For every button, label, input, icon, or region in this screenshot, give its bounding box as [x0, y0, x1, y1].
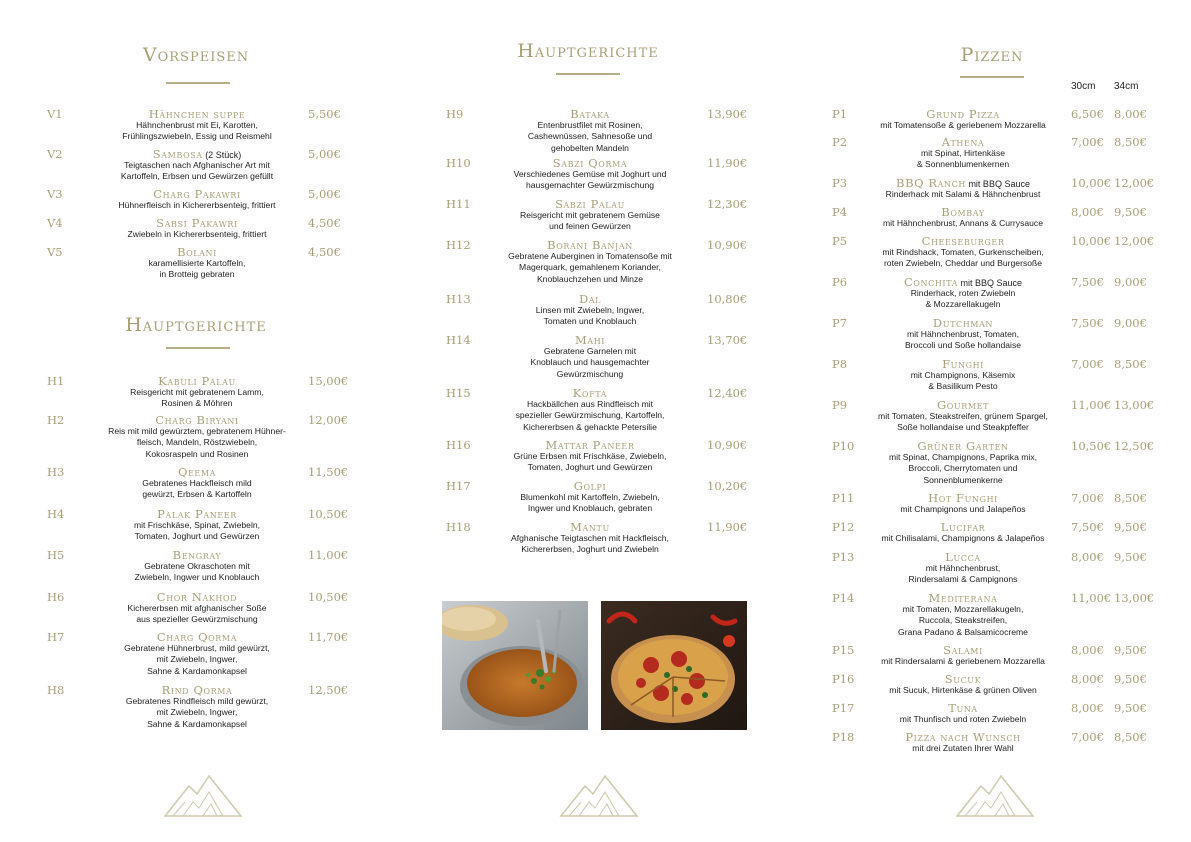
menu-item-name	[476, 479, 704, 493]
menu-item-code: H1	[47, 374, 65, 388]
menu-item-price-30cm: 8,00€	[1071, 672, 1104, 686]
menu-item-description: Teigtaschen nach Afghanischer Art mit Kartoffeln, Erbsen und Gewürzen gefüllt	[120, 160, 274, 182]
menu-item-name	[87, 413, 307, 427]
menu-item-description: mit Thunfisch und roten Zwiebeln	[899, 714, 1027, 724]
menu-item-code: V4	[47, 216, 63, 230]
menu-item-code: P8	[832, 357, 848, 371]
menu-item-description: Grüne Erbsen mit Frischkäse, Zwiebeln, Tomaten, Joghurt und Gewürzen	[513, 451, 667, 473]
menu-item-name	[87, 548, 307, 562]
menu-item-title: Qeema	[177, 465, 217, 479]
menu-item-price-34cm: 8,50€	[1114, 491, 1147, 505]
menu-item-price-30cm: 10,00€	[1071, 176, 1112, 190]
menu-item-title: Dal	[578, 292, 602, 306]
menu-item-title: Kabuli Palau	[158, 374, 236, 388]
menu-item-title: Bolani	[177, 245, 217, 259]
menu-item-code: H17	[446, 479, 471, 493]
menu-item-price-34cm: 12,00€	[1114, 176, 1155, 190]
menu-item-code: H7	[47, 630, 65, 644]
menu-item-price-34cm: 9,50€	[1114, 643, 1147, 657]
menu-item-description: Kichererbsen mit afghanischer Soße aus spezieller Gewürzmischung	[127, 603, 267, 625]
menu-item-name	[87, 147, 307, 161]
menu-item-name	[87, 465, 307, 479]
menu-item-title: Tuna	[948, 701, 978, 715]
menu-item-description: mit Spinat, Champignons, Paprika mix, Broccoli, Cherrytomaten und Sonnenblumenkerne	[888, 452, 1038, 485]
menu-item-price: 4,50€	[308, 216, 341, 230]
menu-item-title: Pizza nach Wunsch	[905, 730, 1021, 744]
menu-item-price-34cm: 13,00€	[1114, 591, 1155, 605]
menu-item-price: 12,40€	[707, 386, 748, 400]
menu-item-description: mit drei Zutaten Ihrer Wahl	[912, 743, 1014, 753]
menu-item-code: P12	[832, 520, 855, 534]
menu-item-name	[476, 238, 704, 252]
menu-item-note: mit BBQ Sauce	[965, 179, 1030, 189]
menu-item-code: H11	[446, 197, 471, 211]
menu-item-name	[860, 491, 1066, 505]
menu-item-description: mit Rindersalami & geriebenem Mozzarella	[881, 656, 1045, 666]
pizza-photo	[601, 601, 747, 730]
menu-item-code: P6	[832, 275, 848, 289]
menu-item-code: P5	[832, 234, 848, 248]
menu-item-name	[860, 275, 1066, 289]
menu-item-code: H14	[446, 333, 471, 347]
menu-item-price-34cm: 9,00€	[1114, 316, 1147, 330]
menu-item-title: Charg Biryani	[155, 413, 239, 427]
menu-item-price-30cm: 8,00€	[1071, 205, 1104, 219]
menu-item-price: 10,90€	[707, 238, 748, 252]
menu-item-code: P13	[832, 550, 855, 564]
menu-item-code: P9	[832, 398, 848, 412]
menu-item-title: Gourmet	[936, 398, 990, 412]
menu-item-description: Reis mit mild gewürztem, gebratenem Hühner- fleisch, Mandeln, Röstzwiebeln, Kokosraspeln und Rosinen	[108, 426, 286, 459]
left-mains-heading: Hauptgerichte	[125, 314, 267, 336]
menu-item-description: mit Champignons, Käsemix & Basilikum Pesto	[910, 370, 1016, 392]
mountain-logo-icon	[163, 772, 243, 818]
menu-item-title: Salami	[943, 643, 983, 657]
menu-item-code: P15	[832, 643, 855, 657]
curry-dish-photo	[442, 601, 588, 730]
menu-item-price-30cm: 8,00€	[1071, 701, 1104, 715]
menu-item-price: 13,70€	[707, 333, 748, 347]
menu-item-price-30cm: 7,00€	[1071, 357, 1104, 371]
menu-item-description: Gebratene Garnelen mit Knoblauch und hausgemachter Gewürzmischung	[530, 346, 650, 379]
menu-item-price: 5,50€	[308, 107, 341, 121]
menu-item-title: Sucuk	[944, 672, 982, 686]
middle-mains-heading: Hauptgerichte	[517, 40, 659, 62]
menu-item-price-34cm: 12,50€	[1114, 439, 1155, 453]
menu-item-title: Grund Pizza	[926, 107, 1000, 121]
menu-item-description: mit Hähnchenbrust, Tomaten, Broccoli und Soße hollandaise	[904, 329, 1022, 351]
menu-item-description: mit Tomaten, Steakstreifen, grünem Spargel, Soße hollandaise und Steakpfeffer	[878, 411, 1048, 433]
menu-item-name	[860, 730, 1066, 744]
menu-item-price-30cm: 7,00€	[1071, 491, 1104, 505]
menu-item-title: Borani Banjan	[547, 238, 633, 252]
menu-item-title: Funghi	[942, 357, 984, 371]
menu-item-code: V2	[47, 147, 63, 161]
menu-item-code: H5	[47, 548, 65, 562]
menu-item-name	[476, 438, 704, 452]
menu-item-title: Charg Qorma	[156, 630, 238, 644]
menu-item-title: Conchita	[903, 275, 959, 289]
menu-item-code: H16	[446, 438, 471, 452]
menu-item-title: Athena	[941, 135, 985, 149]
menu-item-title: Sabzi Palau	[555, 197, 625, 211]
menu-item-name	[860, 643, 1066, 657]
menu-item-title: Dutchman	[932, 316, 994, 330]
menu-item-price: 11,70€	[308, 630, 349, 644]
menu-item-price-34cm: 9,50€	[1114, 205, 1147, 219]
menu-item-description: Hähnchenbrust mit Ei, Karotten, Frühlingszwiebeln, Essig und Reismehl	[122, 120, 272, 142]
pizza-heading: Pizzen	[960, 44, 1024, 66]
menu-item-code: P18	[832, 730, 855, 744]
menu-item-description: Hühnerfleisch in Kichererbsenteig, frittiert	[118, 200, 276, 210]
menu-item-price: 10,50€	[308, 507, 349, 521]
menu-item-name	[476, 520, 704, 534]
menu-item-description: Verschiedenes Gemüse mit Joghurt und hausgemachter Gewürzmischung	[513, 169, 667, 191]
menu-item-code: H9	[446, 107, 464, 121]
menu-item-price-34cm: 13,00€	[1114, 398, 1155, 412]
menu-item-code: P1	[832, 107, 848, 121]
menu-item-price: 11,50€	[308, 465, 349, 479]
menu-item-code: P4	[832, 205, 848, 219]
menu-item-name	[860, 550, 1066, 564]
menu-item-name	[476, 292, 704, 306]
menu-item-description: mit Hähnchenbrust, Annans & Currysauce	[882, 218, 1044, 228]
menu-item-description: mit Frischkäse, Spinat, Zwiebeln, Tomaten, Joghurt und Gewürzen	[133, 520, 261, 542]
menu-item-name	[860, 316, 1066, 330]
menu-item-title: Sabsi Pakawri	[156, 216, 238, 230]
menu-item-price-34cm: 9,50€	[1114, 701, 1147, 715]
menu-item-name	[87, 187, 307, 201]
menu-item-title: BBQ Ranch	[896, 176, 966, 190]
menu-item-code: P11	[832, 491, 855, 505]
menu-item-description: mit Sucuk, Hirtenkäse & grünen Oliven	[889, 685, 1037, 695]
menu-item-description: mit Spinat, Hirtenkäse & Sonnenblumenkernen	[916, 148, 1010, 170]
menu-item-description: Entenbrustfilet mit Rosinen, Cashewnüssen, Sahnesoße und gehobelten Mandeln	[527, 120, 653, 153]
menu-item-title: Hot Funghi	[928, 491, 998, 505]
menu-item-name	[87, 507, 307, 521]
menu-item-price: 11,00€	[308, 548, 349, 562]
menu-item-name	[87, 245, 307, 259]
menu-item-code: H8	[47, 683, 65, 697]
pizza-heading-rule	[960, 76, 1024, 78]
menu-item-price-30cm: 10,00€	[1071, 234, 1112, 248]
menu-item-price-34cm: 9,50€	[1114, 672, 1147, 686]
menu-item-title: Mantu	[570, 520, 610, 534]
menu-item-description: Rinderhack mit Salami & Hähnchenbrust	[885, 189, 1041, 199]
menu-item-description: mit Champignons und Jalapeños	[900, 504, 1026, 514]
menu-item-description: Reisgericht mit gebratenem Lamm, Rosinen & Möhren	[130, 387, 264, 409]
menu-item-price: 11,90€	[707, 156, 748, 170]
menu-item-code: H12	[446, 238, 471, 252]
menu-item-price-30cm: 7,00€	[1071, 135, 1104, 149]
menu-item-price-30cm: 11,00€	[1071, 591, 1112, 605]
menu-item-name	[860, 107, 1066, 121]
menu-item-price: 12,30€	[707, 197, 748, 211]
menu-item-title: Golpi	[573, 479, 607, 493]
menu-item-description: mit Rindshack, Tomaten, Gurkenscheiben, roten Zwiebeln, Cheddar und Burgersoße	[882, 247, 1044, 269]
menu-item-code: H10	[446, 156, 471, 170]
menu-item-code: V5	[47, 245, 63, 259]
menu-item-price-34cm: 9,50€	[1114, 520, 1147, 534]
menu-item-price-30cm: 11,00€	[1071, 398, 1112, 412]
menu-item-name	[860, 398, 1066, 412]
menu-item-description: Afghanische Teigtaschen mit Hackfleisch, Kichererbsen, Joghurt und Zwiebeln	[511, 533, 669, 555]
menu-item-price-34cm: 8,50€	[1114, 135, 1147, 149]
menu-item-title: Lucifar	[940, 520, 986, 534]
menu-item-code: P16	[832, 672, 855, 686]
menu-item-description: Gebratenes Hackfleisch mild gewürzt, Erbsen & Kartoffeln	[142, 478, 252, 500]
menu-item-price: 11,90€	[707, 520, 748, 534]
menu-item-name	[476, 107, 704, 121]
menu-item-price-30cm: 8,00€	[1071, 643, 1104, 657]
menu-item-name	[860, 135, 1066, 149]
menu-item-price-34cm: 9,00€	[1114, 275, 1147, 289]
menu-item-title: Charg Pakawri	[153, 187, 241, 201]
menu-item-description: Reisgericht mit gebratenem Gemüse und feinen Gewürzen	[520, 210, 660, 232]
starters-heading-rule	[166, 82, 230, 84]
menu-item-name	[476, 197, 704, 211]
menu-item-code: H6	[47, 590, 65, 604]
menu-item-price: 12,00€	[308, 413, 349, 427]
menu-item-description: Rinderhack, roten Zwiebeln & Mozzarellakugeln	[910, 288, 1016, 310]
menu-item-title: Bombay	[941, 205, 985, 219]
menu-item-code: H4	[47, 507, 65, 521]
menu-item-name	[860, 234, 1066, 248]
menu-item-name	[87, 107, 307, 121]
menu-item-price-30cm: 6,50€	[1071, 107, 1104, 121]
menu-item-code: P14	[832, 591, 855, 605]
menu-item-description: Blumenkohl mit Kartoffeln, Zwiebeln, Ingwer und Knoblauch, gebraten	[520, 492, 660, 514]
menu-item-description: mit Chilisalami, Champignons & Jalapeños	[881, 533, 1045, 543]
menu-item-name	[87, 590, 307, 604]
menu-item-title: Mahi	[574, 333, 606, 347]
menu-item-name	[87, 374, 307, 388]
menu-item-title: Bengray	[172, 548, 222, 562]
menu-item-price: 10,20€	[707, 479, 748, 493]
menu-item-price-30cm: 7,50€	[1071, 316, 1104, 330]
menu-item-title: Sabzi Qorma	[552, 156, 628, 170]
menu-item-title: Rind Qorma	[161, 683, 233, 697]
starters-heading: Vorspeisen	[142, 44, 250, 66]
menu-item-code: H18	[446, 520, 471, 534]
menu-item-name	[476, 156, 704, 170]
mountain-logo-icon	[955, 772, 1035, 818]
menu-item-name	[860, 176, 1066, 190]
menu-item-code: P2	[832, 135, 848, 149]
menu-item-name	[860, 672, 1066, 686]
menu-item-code: P3	[832, 176, 848, 190]
menu-item-code: V3	[47, 187, 63, 201]
menu-item-description: Gebratenes Rindfleisch mild gewürzt, mit Zwiebeln, Ingwer, Sahne & Kardamonkapsel	[125, 696, 269, 729]
menu-item-code: H2	[47, 413, 65, 427]
menu-item-price-34cm: 8,00€	[1114, 107, 1147, 121]
menu-item-title: Bataka	[570, 107, 610, 121]
menu-item-title: Sambosa	[152, 147, 203, 161]
menu-item-name	[860, 520, 1066, 534]
menu-item-description: karamellisierte Kartoffeln, in Brotteig gebraten	[148, 258, 246, 280]
menu-item-name	[860, 357, 1066, 371]
menu-item-price: 15,00€	[308, 374, 349, 388]
menu-item-code: H13	[446, 292, 471, 306]
menu-item-title: Kofta	[572, 386, 608, 400]
menu-item-name	[860, 439, 1066, 453]
menu-item-price-34cm: 12,00€	[1114, 234, 1155, 248]
menu-item-title: Hähnchen suppe	[148, 107, 246, 121]
menu-item-price: 4,50€	[308, 245, 341, 259]
menu-item-title: Palak Paneer	[157, 507, 237, 521]
menu-item-name	[87, 630, 307, 644]
menu-item-price-34cm: 8,50€	[1114, 357, 1147, 371]
menu-item-price-30cm: 7,50€	[1071, 275, 1104, 289]
menu-item-price: 5,00€	[308, 147, 341, 161]
menu-item-name	[476, 333, 704, 347]
menu-item-code: P10	[832, 439, 855, 453]
menu-item-price-34cm: 9,50€	[1114, 550, 1147, 564]
size-30cm-header: 30cm	[1071, 81, 1096, 92]
menu-item-description: Zwiebeln in Kichererbsenteig, frittiert	[127, 229, 267, 239]
menu-item-description: Hackbällchen aus Rindfleisch mit spezieller Gewürzmischung, Kartoffeln, Kichererbsen & gehackte Petersilie	[515, 399, 665, 432]
menu-item-price-30cm: 7,00€	[1071, 730, 1104, 744]
menu-item-price-30cm: 10,50€	[1071, 439, 1112, 453]
menu-item-description: Linsen mit Zwiebeln, Ingwer, Tomaten und Knoblauch	[535, 305, 645, 327]
middle-mains-heading-rule	[556, 73, 620, 75]
menu-item-price: 10,50€	[308, 590, 349, 604]
menu-item-price-30cm: 7,50€	[1071, 520, 1104, 534]
menu-item-title: Chor Nakhod	[156, 590, 238, 604]
menu-item-description: mit Hähnchenbrust, Rindersalami & Campignons	[908, 563, 1018, 585]
menu-item-title: Cheeseburger	[921, 234, 1005, 248]
menu-item-description: mit Tomaten, Mozzarellakugeln, Ruccola, Steakstreifen, Grana Padano & Balsamicocreme	[898, 604, 1028, 637]
mountain-logo-icon	[559, 772, 639, 818]
menu-item-price-34cm: 8,50€	[1114, 730, 1147, 744]
menu-item-name	[860, 205, 1066, 219]
size-34cm-header: 34cm	[1114, 81, 1139, 92]
menu-item-code: V1	[47, 107, 63, 121]
menu-item-name	[860, 701, 1066, 715]
menu-item-price: 13,90€	[707, 107, 748, 121]
menu-item-description: Gebratene Okraschoten mit Zwiebeln, Ingwer und Knoblauch	[134, 561, 260, 583]
menu-item-price-30cm: 8,00€	[1071, 550, 1104, 564]
menu-item-title: Mattar Paneer	[545, 438, 635, 452]
menu-item-code: P17	[832, 701, 855, 715]
menu-item-name	[860, 591, 1066, 605]
menu-item-description: Gebratene Auberginen in Tomatensoße mit Magerquark, gemahlenem Koriander, Knoblauchzehen und Minze	[508, 251, 672, 284]
menu-item-name	[87, 216, 307, 230]
menu-item-code: P7	[832, 316, 848, 330]
menu-item-name	[476, 386, 704, 400]
menu-item-price: 12,50€	[308, 683, 349, 697]
left-mains-heading-rule	[166, 347, 230, 349]
menu-item-price: 5,00€	[308, 187, 341, 201]
menu-item-code: H3	[47, 465, 65, 479]
menu-item-title: Grüner Garten	[917, 439, 1009, 453]
menu-item-note: mit BBQ Sauce	[958, 278, 1023, 288]
menu-item-price: 10,90€	[707, 438, 748, 452]
menu-item-code: H15	[446, 386, 471, 400]
menu-item-title: Lucca	[945, 550, 981, 564]
menu-item-price: 10,80€	[707, 292, 748, 306]
menu-item-description: mit Tomatensoße & geriebenem Mozzarella	[880, 120, 1046, 130]
menu-item-description: Gebratene Hühnerbrust, mild gewürzt, mit Zwiebeln, Ingwer, Sahne & Kardamonkapsel	[124, 643, 270, 676]
menu-item-note: (2 Stück)	[202, 150, 242, 160]
menu-item-title: Mediterana	[928, 591, 998, 605]
menu-item-name	[87, 683, 307, 697]
